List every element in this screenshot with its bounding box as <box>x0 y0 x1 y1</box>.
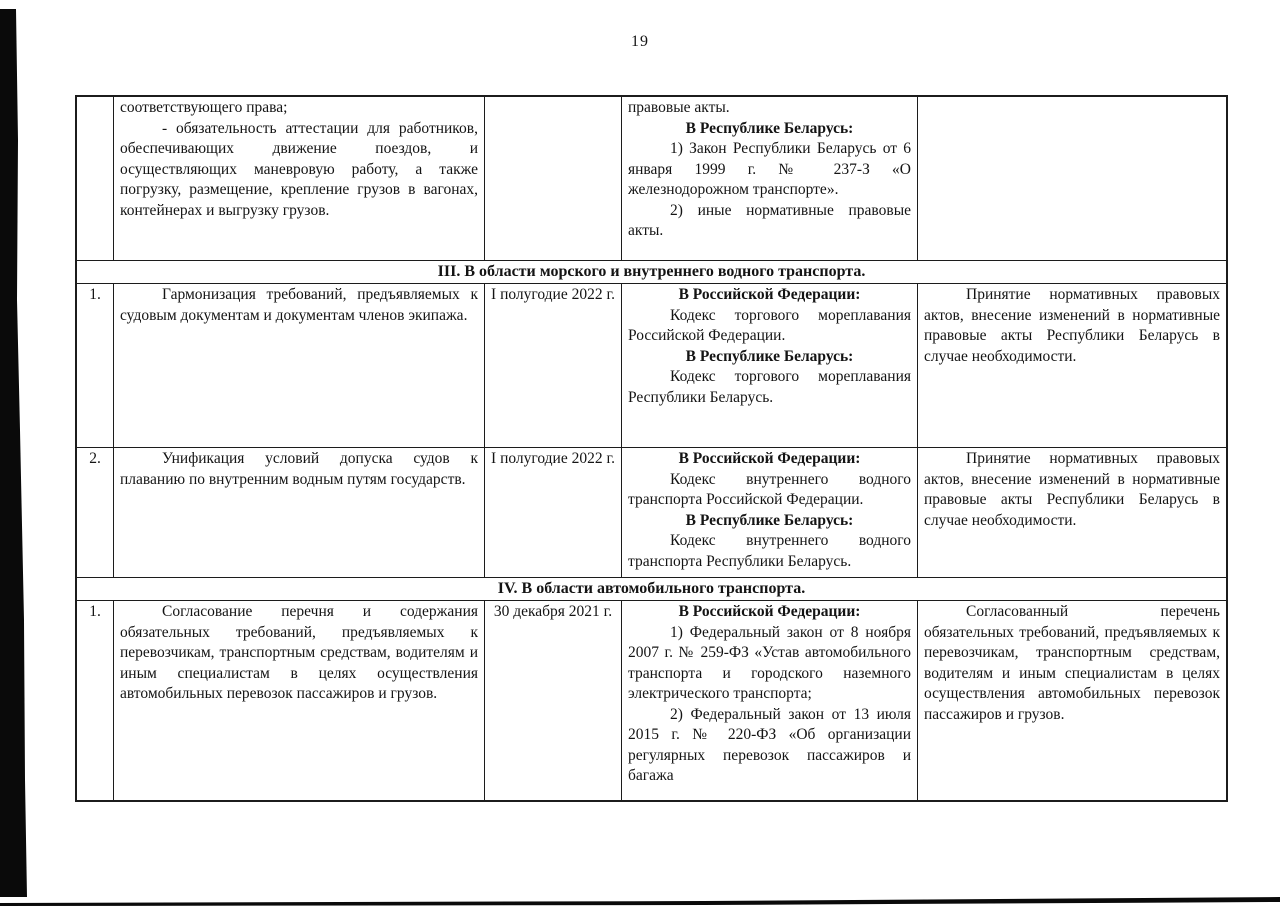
legal-acts-cell <box>622 97 918 260</box>
legal-acts-cell <box>622 284 918 447</box>
item-number-cell <box>77 448 114 577</box>
table-row <box>77 448 1226 578</box>
cell-paragraph: соответствующего права; <box>120 99 288 116</box>
scan-edge-bottom-artifact <box>0 894 1280 909</box>
section-header: III. В области морского и внутреннего водного транспорта. <box>77 261 1226 284</box>
cell-paragraph: Гармонизация требований, предъявляемых к судовым документам и документам членов экипажа. <box>120 286 478 324</box>
task-description-cell <box>114 97 485 260</box>
scan-edge-left-artifact <box>0 0 34 909</box>
item-number-cell <box>77 97 114 260</box>
table-row <box>77 97 1226 261</box>
expected-result-cell <box>918 284 1226 447</box>
task-description-cell <box>114 601 485 800</box>
expected-result-cell <box>918 448 1226 577</box>
document-table <box>75 95 1228 802</box>
item-number-cell <box>77 284 114 447</box>
jurisdiction-heading: В Российской Федерации: <box>678 450 861 467</box>
task-description-cell <box>114 448 485 577</box>
cell-paragraph: Кодекс торгового мореплавания Российской Федерации. <box>628 306 911 344</box>
cell-paragraph: Согласованный перечень обязательных требований, предъявляемых к перевозчикам, транспортным средствам, водителям и иным специалистам в целях осуществления автомобильных перевозок пассажиров и грузов. <box>924 603 1220 723</box>
cell-paragraph: 1. <box>89 603 101 620</box>
task-description-cell <box>114 284 485 447</box>
item-number-cell <box>77 601 114 800</box>
cell-paragraph: Кодекс внутреннего водного транспорта Российской Федерации. <box>628 470 911 508</box>
expected-result-cell <box>918 601 1226 800</box>
cell-paragraph: 30 декабря 2021 г. <box>493 603 613 620</box>
deadline-cell <box>485 97 622 260</box>
legal-acts-cell <box>622 601 918 800</box>
cell-paragraph: 1) Закон Республики Беларусь от 6 января 1999 г. № 237-З «О железнодорожном транспорте». <box>628 140 911 198</box>
jurisdiction-heading: В Республике Беларусь: <box>685 347 854 365</box>
cell-paragraph: правовые акты. <box>628 99 730 116</box>
cell-paragraph: Принятие нормативных правовых актов, внесение изменений в нормативные правовые акты Республики Беларусь в случае необходимости. <box>924 450 1220 529</box>
cell-paragraph: Унификация условий допуска судов к плаванию по внутренним водным путям государств. <box>120 450 478 488</box>
cell-paragraph: - обязательность аттестации для работников, обеспечивающих движение поездов, и осуществляющих маневровую работу, а также погрузку, размещение, крепление грузов в вагонах, контейнерах и выгрузку грузов. <box>120 119 478 219</box>
cell-paragraph: Кодекс торгового мореплавания Республики Беларусь. <box>628 368 911 406</box>
jurisdiction-heading: В Республике Беларусь: <box>685 119 854 137</box>
cell-paragraph: 1. <box>89 286 101 303</box>
table-row <box>77 284 1226 448</box>
cell-paragraph: Принятие нормативных правовых актов, внесение изменений в нормативные правовые акты Республики Беларусь в случае необходимости. <box>924 286 1220 365</box>
section-header: IV. В области автомобильного транспорта. <box>77 578 1226 601</box>
deadline-cell <box>485 284 622 447</box>
cell-paragraph: I полугодие 2022 г. <box>491 286 615 303</box>
table-row <box>77 601 1226 800</box>
expected-result-cell <box>918 97 1226 260</box>
deadline-cell <box>485 601 622 800</box>
jurisdiction-heading: В Российской Федерации: <box>678 603 861 620</box>
jurisdiction-heading: В Российской Федерации: <box>678 286 861 303</box>
jurisdiction-heading: В Республике Беларусь: <box>685 511 854 529</box>
cell-paragraph: 2) Федеральный закон от 13 июля 2015 г. № 220-ФЗ «Об организации регулярных перевозок пассажиров и багажа <box>628 705 911 784</box>
page-number: 19 <box>631 33 649 50</box>
cell-paragraph: Согласование перечня и содержания обязательных требований, предъявляемых к перевозчикам, транспортным средствам, водителям и иным специалистам в целях осуществления автомобильных перевозок пассажиров и грузов. <box>120 603 478 702</box>
cell-paragraph: 2. <box>89 450 101 467</box>
legal-acts-cell <box>622 448 918 577</box>
cell-paragraph: Кодекс внутреннего водного транспорта Республики Беларусь. <box>628 532 911 570</box>
cell-paragraph: 2) иные нормативные правовые акты. <box>628 201 911 239</box>
cell-paragraph: I полугодие 2022 г. <box>491 450 615 467</box>
deadline-cell <box>485 448 622 577</box>
cell-paragraph: 1) Федеральный закон от 8 ноября 2007 г. № 259-ФЗ «Устав автомобильного транспорта и городского наземного электрического транспорта; <box>628 623 911 702</box>
